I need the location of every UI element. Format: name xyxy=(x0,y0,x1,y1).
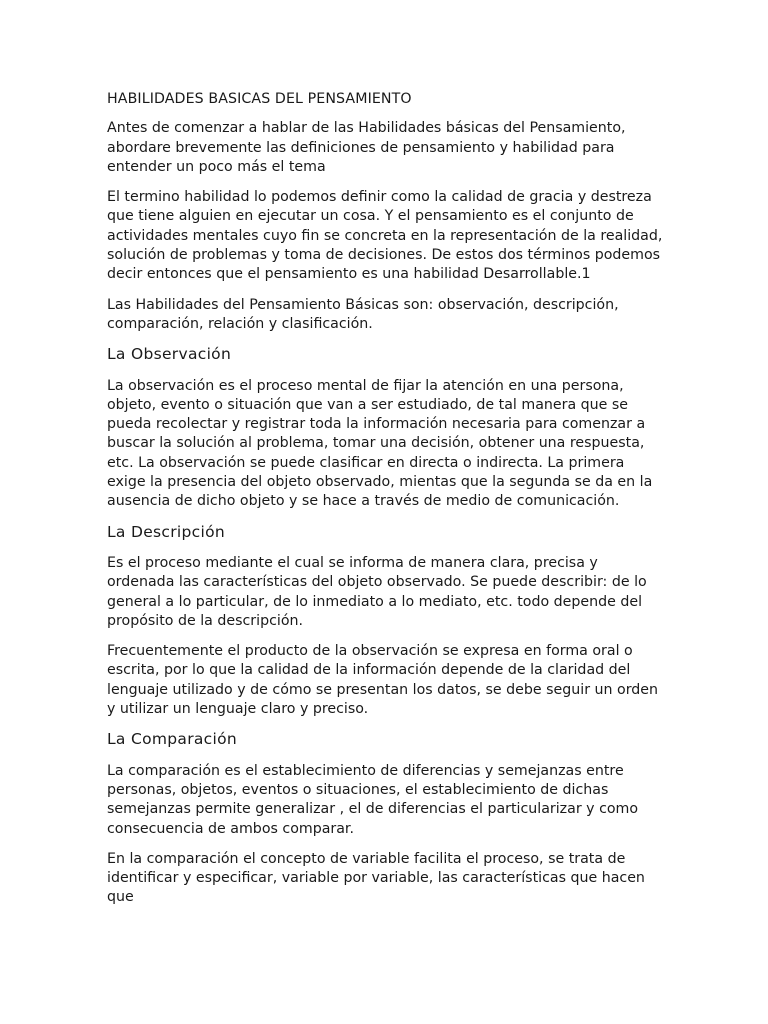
section-heading-descripcion: La Descripción xyxy=(107,522,225,541)
intro-paragraph: Antes de comenzar a hablar de las Habilidades básicas del Pensamiento, abordare brevemente las definiciones de pensamiento y habilidad para entender un poco más el tema xyxy=(107,120,626,175)
skills-list-paragraph: Las Habilidades del Pensamiento Básicas son: observación, descripción, comparación, relación y clasificación. xyxy=(107,296,619,332)
comparacion-paragraph-2: En la comparación el concepto de variable facilita el proceso, se trata de identificar y especificar, variable por variable, las características que hacen que xyxy=(107,850,645,906)
section-heading-observacion: La Observación xyxy=(107,345,232,364)
descripcion-paragraph-1: Es el proceso mediante el cual se informa de manera clara, precisa y ordenada las características del objeto observado. Se puede describir: de lo general a lo particular, de lo inmediato a lo mediato, etc. todo depende del propósito de la descripción. xyxy=(107,554,647,629)
document-title: HABILIDADES BASICAS DEL PENSAMIENTO xyxy=(107,91,412,107)
definition-paragraph: El termino habilidad lo podemos definir como la calidad de gracia y destreza que tiene alguien en ejecutar un cosa. Y el pensamiento es el conjunto de actividades mentales cuyo fin se concreta en la representación de la realidad, solución de problemas y toma de decisiones. De estos dos términos podemos decir entonces que el pensamiento es una habilidad Desarrollable.1 xyxy=(107,189,663,283)
comparacion-paragraph-1: La comparación es el establecimiento de diferencias y semejanzas entre personas, objetos, eventos o situaciones, el establecimiento de dichas semejanzas permite generalizar , el de diferencias el particularizar y como consecuencia de ambos comparar. xyxy=(107,762,639,837)
observacion-paragraph: La observación es el proceso mental de fijar la atención en una persona, objeto, evento o situación que van a ser estudiado, de tal manera que se pueda recolectar y registrar toda la información necesaria para comenzar a buscar la solución al problema, tomar una decisión, obtener una respuesta, etc. La observación se puede clasificar en directa o indirecta. La primera exige la presencia del objeto observado, mientas que la segunda se da en la ausencia de dicho objeto y se hace a través de medio de comunicación. xyxy=(107,377,653,510)
document-page xyxy=(107,90,667,919)
descripcion-paragraph-2: Frecuentemente el producto de la observación se expresa en forma oral o escrita, por lo que la calidad de la información depende de la claridad del lenguaje utilizado y de cómo se presentan los datos, se debe seguir un orden y utilizar un lenguaje claro y preciso. xyxy=(107,643,659,718)
section-heading-comparacion: La Comparación xyxy=(107,730,238,749)
